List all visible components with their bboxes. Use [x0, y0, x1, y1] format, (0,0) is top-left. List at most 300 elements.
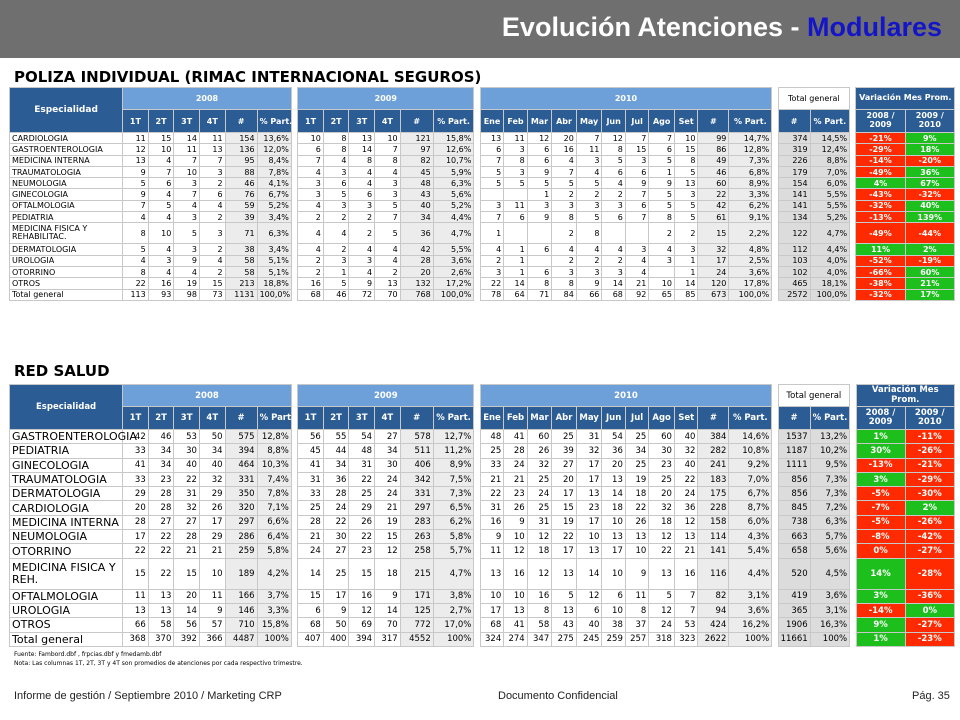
data-cell: 7	[625, 133, 648, 144]
data-cell: 6,0%	[729, 515, 772, 529]
data-cell: 4	[298, 223, 324, 244]
data-cell: 8,9%	[729, 178, 772, 189]
data-cell: 23	[576, 501, 602, 515]
data-cell: 17,2%	[433, 278, 474, 289]
data-cell: 9	[576, 278, 602, 289]
specialty-name: DERMATOLOGIA	[10, 487, 123, 501]
data-cell: 213	[225, 278, 257, 289]
data-cell: 78	[480, 289, 503, 300]
data-cell: 318	[649, 632, 675, 646]
data-cell: 6	[298, 603, 324, 617]
data-cell: 9	[527, 166, 552, 177]
data-cell: 21	[504, 472, 527, 486]
data-cell: 6	[148, 178, 174, 189]
data-cell: 2	[323, 244, 349, 255]
data-cell: 13	[148, 603, 174, 617]
data-cell: 13,2%	[810, 430, 849, 444]
data-cell: 9	[625, 558, 648, 589]
data-cell: 1906	[778, 618, 810, 632]
data-cell: 60	[698, 178, 729, 189]
data-cell: 3,1%	[810, 603, 849, 617]
data-cell: 3	[323, 166, 349, 177]
data-cell: 33	[480, 458, 503, 472]
data-cell: 6	[199, 189, 225, 200]
data-cell: 5	[375, 223, 401, 244]
data-cell: 40	[674, 430, 697, 444]
data-cell: 5,2%	[433, 200, 474, 211]
data-cell: 16	[552, 144, 577, 155]
data-cell: 4,0%	[810, 255, 850, 266]
column-header-2009-period: 4T	[375, 110, 401, 133]
data-cell: 20	[174, 589, 200, 603]
data-cell: 7,5%	[433, 472, 474, 486]
data-cell: 40	[174, 458, 200, 472]
data-cell: 13	[123, 603, 149, 617]
data-cell: 60	[649, 430, 675, 444]
data-cell: 12,8%	[257, 430, 291, 444]
data-cell: 9	[349, 278, 375, 289]
specialty-name: DERMATOLOGIA	[10, 244, 123, 255]
data-cell: 2,7%	[433, 603, 474, 617]
data-cell: 4	[323, 155, 349, 166]
table-row	[10, 200, 955, 211]
data-cell: 9	[649, 178, 675, 189]
data-cell: 32	[649, 501, 675, 515]
data-cell: 36	[674, 501, 697, 515]
data-cell: 34	[199, 444, 225, 458]
data-cell: 7	[625, 212, 648, 223]
data-cell: 419	[778, 589, 810, 603]
data-cell: 12,7%	[433, 430, 474, 444]
variation-2008-2009: -13%	[856, 212, 905, 223]
data-cell: 259	[225, 544, 257, 558]
data-cell: 6	[649, 144, 675, 155]
data-cell: 4	[552, 155, 577, 166]
data-cell: 259	[602, 632, 625, 646]
column-header-2008-period: 2T	[148, 407, 174, 430]
data-cell: 23	[504, 487, 527, 501]
table-row	[10, 144, 955, 155]
data-cell: 4,7%	[810, 223, 850, 244]
data-cell: 5	[480, 178, 503, 189]
data-cell: 116	[698, 558, 729, 589]
data-cell: 22	[349, 472, 375, 486]
data-cell: 7,3%	[729, 155, 772, 166]
data-cell: 15	[375, 530, 401, 544]
data-cell: 10,3%	[257, 458, 291, 472]
data-cell: 4	[148, 266, 174, 277]
data-cell: 323	[674, 632, 697, 646]
data-cell: 41	[123, 458, 149, 472]
data-cell: 5	[123, 244, 149, 255]
data-cell: 36	[602, 444, 625, 458]
data-cell: 25	[480, 444, 503, 458]
data-cell: 4	[375, 255, 401, 266]
data-cell: 17	[480, 603, 503, 617]
data-cell: 141	[778, 200, 810, 211]
data-cell: 4,2%	[257, 558, 291, 589]
data-cell: 5	[323, 189, 349, 200]
data-cell: 34	[400, 212, 433, 223]
table-row	[10, 255, 955, 266]
header-row-years	[10, 385, 955, 407]
data-cell: 317	[375, 632, 401, 646]
data-cell: 3	[199, 223, 225, 244]
column-header-2009-period: % Part.	[433, 110, 474, 133]
table-row	[10, 166, 955, 177]
data-cell: 3	[298, 189, 324, 200]
data-cell: 12	[123, 144, 149, 155]
table-row	[10, 212, 955, 223]
column-header-2009-period: #	[400, 110, 433, 133]
data-cell: 16	[298, 278, 324, 289]
data-cell: 46	[698, 166, 729, 177]
data-cell: 263	[400, 530, 433, 544]
data-cell: 34	[148, 444, 174, 458]
data-cell: 34	[625, 444, 648, 458]
footer-left: Informe de gestión / Septiembre 2010 / Marketing CRP	[14, 690, 282, 702]
data-cell: 1111	[778, 458, 810, 472]
data-cell: 772	[400, 618, 433, 632]
data-cell: 14	[602, 278, 625, 289]
data-cell: 4,8%	[729, 244, 772, 255]
data-cell: 5	[649, 200, 675, 211]
column-header-month: May	[576, 407, 602, 430]
data-cell: 10	[674, 133, 697, 144]
specialty-name: TRAUMATOLOGIA	[10, 472, 123, 486]
data-cell: 3	[649, 255, 675, 266]
variation-2008-2009: -32%	[856, 200, 905, 211]
data-cell: 7	[375, 212, 401, 223]
table-row	[10, 458, 955, 472]
data-cell: 3	[527, 200, 552, 211]
data-cell: 2,2%	[729, 223, 772, 244]
data-cell: 4,5%	[810, 558, 849, 589]
column-header-2008: 2008	[123, 385, 292, 407]
variation-2008-2009: -14%	[856, 155, 905, 166]
data-cell: 13	[552, 603, 577, 617]
data-cell: 5	[148, 200, 174, 211]
data-cell: 3	[480, 200, 503, 211]
table-row	[10, 155, 955, 166]
column-header-month: Jul	[625, 407, 648, 430]
data-cell: 15,8%	[433, 133, 474, 144]
specialty-name: UROLOGIA	[10, 603, 123, 617]
data-cell: 10	[148, 144, 174, 155]
data-cell: 13	[576, 487, 602, 501]
data-cell: 20	[649, 487, 675, 501]
column-header-2008-period: 4T	[199, 407, 225, 430]
data-cell: 3	[576, 155, 602, 166]
specialty-name: PEDIATRIA	[10, 212, 123, 223]
data-cell: 4	[148, 212, 174, 223]
data-cell: 22	[323, 515, 349, 529]
column-header-month: Set	[674, 407, 697, 430]
data-cell: 21	[174, 544, 200, 558]
variation-2008-2009: -38%	[856, 278, 905, 289]
data-cell: 9	[174, 255, 200, 266]
page-title-accent: Modulares	[806, 12, 942, 42]
data-cell	[504, 223, 527, 244]
header-row-periods	[10, 110, 955, 133]
data-cell: 7	[625, 189, 648, 200]
data-cell: 33	[123, 444, 149, 458]
data-cell: 3,3%	[257, 603, 291, 617]
data-cell: 1	[504, 244, 527, 255]
data-cell: 3,3%	[729, 189, 772, 200]
data-cell: 7,2%	[810, 501, 849, 515]
data-cell: 85	[674, 289, 697, 300]
data-cell: 27	[323, 544, 349, 558]
data-cell: 6	[602, 589, 625, 603]
data-cell: 19	[174, 278, 200, 289]
data-cell: 18	[649, 515, 675, 529]
data-cell: 40	[674, 458, 697, 472]
data-cell: 3	[602, 266, 625, 277]
specialty-name: GASTROENTEROLOGIA	[10, 430, 123, 444]
data-cell: 1	[527, 189, 552, 200]
data-cell: 22	[649, 544, 675, 558]
data-cell: 4	[349, 178, 375, 189]
column-header-total-count: #	[778, 407, 810, 430]
data-cell: 166	[225, 589, 257, 603]
data-cell: 15	[298, 589, 324, 603]
column-header-total-count: #	[778, 110, 810, 133]
variation-2009-2010: 9%	[905, 133, 954, 144]
data-cell: 25	[323, 558, 349, 589]
data-cell: 342	[400, 472, 433, 486]
data-cell: 42	[400, 244, 433, 255]
data-cell: 32	[674, 444, 697, 458]
table-row	[10, 472, 955, 486]
variation-2008-2009: -8%	[856, 530, 905, 544]
variation-2009-2010: 17%	[905, 289, 954, 300]
table-row	[10, 487, 955, 501]
data-cell	[504, 189, 527, 200]
data-cell: 29	[199, 530, 225, 544]
data-cell: 10	[504, 589, 527, 603]
data-cell: 15	[199, 278, 225, 289]
variation-2008-2009: -66%	[856, 266, 905, 277]
data-cell: 13	[576, 544, 602, 558]
data-cell: 7	[375, 144, 401, 155]
specialty-name: UROLOGIA	[10, 255, 123, 266]
data-cell: 158	[698, 515, 729, 529]
data-cell: 25	[552, 430, 577, 444]
data-cell: 33	[298, 487, 324, 501]
data-cell: 12	[649, 603, 675, 617]
data-cell: 3,6%	[810, 589, 849, 603]
column-header-2009: 2009	[298, 88, 474, 110]
data-cell: 1	[504, 255, 527, 266]
data-cell: 856	[778, 472, 810, 486]
data-cell: 7	[148, 166, 174, 177]
data-cell: 43	[400, 189, 433, 200]
data-cell: 16,3%	[810, 618, 849, 632]
data-cell: 27	[148, 515, 174, 529]
data-cell: 33	[123, 472, 149, 486]
data-cell: 18,8%	[257, 278, 291, 289]
variation-2008-2009: -49%	[856, 223, 905, 244]
data-cell: 856	[778, 487, 810, 501]
data-cell: 14,5%	[810, 133, 850, 144]
data-cell: 12,4%	[810, 144, 850, 155]
variation-2009-2010: -28%	[905, 558, 954, 589]
specialty-name: MEDICINA FISICA Y REHABILITAC.	[10, 223, 123, 244]
data-cell: 3	[552, 266, 577, 277]
data-cell: 22	[148, 558, 174, 589]
data-cell: 4	[649, 244, 675, 255]
data-cell: 6	[625, 200, 648, 211]
data-cell: 2	[199, 266, 225, 277]
data-cell: 5	[649, 189, 675, 200]
data-cell: 15	[552, 501, 577, 515]
data-cell: 125	[400, 603, 433, 617]
data-cell: 179	[778, 166, 810, 177]
data-cell: 5	[602, 155, 625, 166]
specialty-name: OTORRINO	[10, 266, 123, 277]
data-cell: 11661	[778, 632, 810, 646]
column-header-month: Feb	[504, 407, 527, 430]
specialty-name: CARDIOLOGIA	[10, 133, 123, 144]
data-cell: 394	[349, 632, 375, 646]
data-cell: 845	[778, 501, 810, 515]
data-cell: 171	[400, 589, 433, 603]
data-cell: 18	[625, 487, 648, 501]
data-cell: 2	[576, 255, 602, 266]
data-cell: 24	[375, 487, 401, 501]
data-cell: 17,0%	[433, 618, 474, 632]
variation-2009-2010: -23%	[905, 632, 954, 646]
data-cell: 4,0%	[810, 266, 850, 277]
data-cell: 368	[123, 632, 149, 646]
data-cell: 22	[480, 278, 503, 289]
data-cell: 28	[174, 530, 200, 544]
data-cell: 7	[674, 603, 697, 617]
data-cell: 17	[698, 255, 729, 266]
table-poliza-individual	[9, 87, 955, 301]
data-cell: 31	[349, 458, 375, 472]
data-cell: 32	[698, 244, 729, 255]
data-cell: 3	[375, 189, 401, 200]
data-cell	[649, 266, 675, 277]
column-header-2008-period: 1T	[123, 110, 149, 133]
footer-page-number: Pág. 35	[912, 690, 950, 702]
variation-2008-2009: -49%	[856, 166, 905, 177]
data-cell: 5	[123, 178, 149, 189]
data-cell: 2,5%	[729, 255, 772, 266]
section-title-red-salud: RED SALUD	[14, 362, 110, 380]
table-row	[10, 278, 955, 289]
data-cell: 68	[298, 618, 324, 632]
data-cell: 424	[698, 618, 729, 632]
data-cell: 18	[602, 501, 625, 515]
column-header-month: Jun	[602, 407, 625, 430]
specialty-name: CARDIOLOGIA	[10, 501, 123, 515]
data-cell: 8,7%	[729, 501, 772, 515]
data-cell: 14	[602, 487, 625, 501]
column-header-2010-pct: % Part.	[729, 110, 772, 133]
data-cell: 97	[400, 144, 433, 155]
data-cell: 3	[148, 255, 174, 266]
column-header-total-pct: % Part.	[810, 110, 850, 133]
data-cell: 102	[778, 266, 810, 277]
data-cell: 5	[674, 200, 697, 211]
data-cell: 65	[649, 289, 675, 300]
data-cell: 7,8%	[257, 166, 291, 177]
data-cell: 11	[504, 133, 527, 144]
data-cell: 57	[199, 618, 225, 632]
data-cell: 45	[400, 166, 433, 177]
data-cell: 324	[480, 632, 503, 646]
data-cell: 7,1%	[257, 501, 291, 515]
variation-2008-2009: 14%	[856, 558, 905, 589]
data-cell: 28	[148, 487, 174, 501]
column-header-var-2008-2009: 2008 / 2009	[856, 110, 905, 133]
data-cell: 73	[199, 289, 225, 300]
data-cell: 13	[148, 589, 174, 603]
data-cell: 41	[298, 458, 324, 472]
data-cell: 9	[625, 178, 648, 189]
data-cell	[527, 223, 552, 244]
data-cell: 23	[349, 544, 375, 558]
data-cell: 6	[625, 166, 648, 177]
data-cell: 4	[323, 223, 349, 244]
data-cell: 21	[480, 472, 503, 486]
column-header-2010: 2010	[480, 88, 771, 110]
data-cell: 93	[148, 289, 174, 300]
data-cell: 70	[375, 618, 401, 632]
header-row-years	[10, 88, 955, 110]
data-cell: 319	[778, 144, 810, 155]
data-cell: 7,3%	[433, 487, 474, 501]
data-cell: 4	[123, 212, 149, 223]
data-cell: 13	[602, 472, 625, 486]
column-header-2008-period: % Part.	[257, 110, 291, 133]
data-cell: 22	[148, 544, 174, 558]
data-cell: 56	[298, 430, 324, 444]
data-cell: 2	[552, 223, 577, 244]
data-cell: 17	[576, 458, 602, 472]
table-row	[10, 618, 955, 632]
data-cell: 5,1%	[257, 266, 291, 277]
data-cell: 26	[349, 515, 375, 529]
data-cell: 4,7%	[433, 558, 474, 589]
data-cell: 53	[674, 618, 697, 632]
data-cell: 7	[298, 155, 324, 166]
data-cell: 4	[174, 200, 200, 211]
variation-2008-2009: 0%	[856, 544, 905, 558]
variation-2008-2009: -14%	[856, 603, 905, 617]
data-cell: 21	[674, 544, 697, 558]
data-cell: 24	[527, 487, 552, 501]
data-cell: 10,8%	[729, 444, 772, 458]
data-cell: 14,7%	[729, 133, 772, 144]
data-cell: 331	[225, 472, 257, 486]
data-cell	[527, 255, 552, 266]
data-cell	[602, 223, 625, 244]
data-cell: 3	[375, 178, 401, 189]
data-cell: 5,2%	[810, 212, 850, 223]
data-cell: 1	[323, 266, 349, 277]
data-cell: 31	[298, 472, 324, 486]
specialty-name: MEDICINA FISICA Y REH.	[10, 558, 123, 589]
variation-2009-2010: -27%	[905, 544, 954, 558]
data-cell: 42	[698, 200, 729, 211]
data-cell: 283	[400, 515, 433, 529]
variation-2009-2010: 18%	[905, 144, 954, 155]
data-cell: 19	[625, 472, 648, 486]
